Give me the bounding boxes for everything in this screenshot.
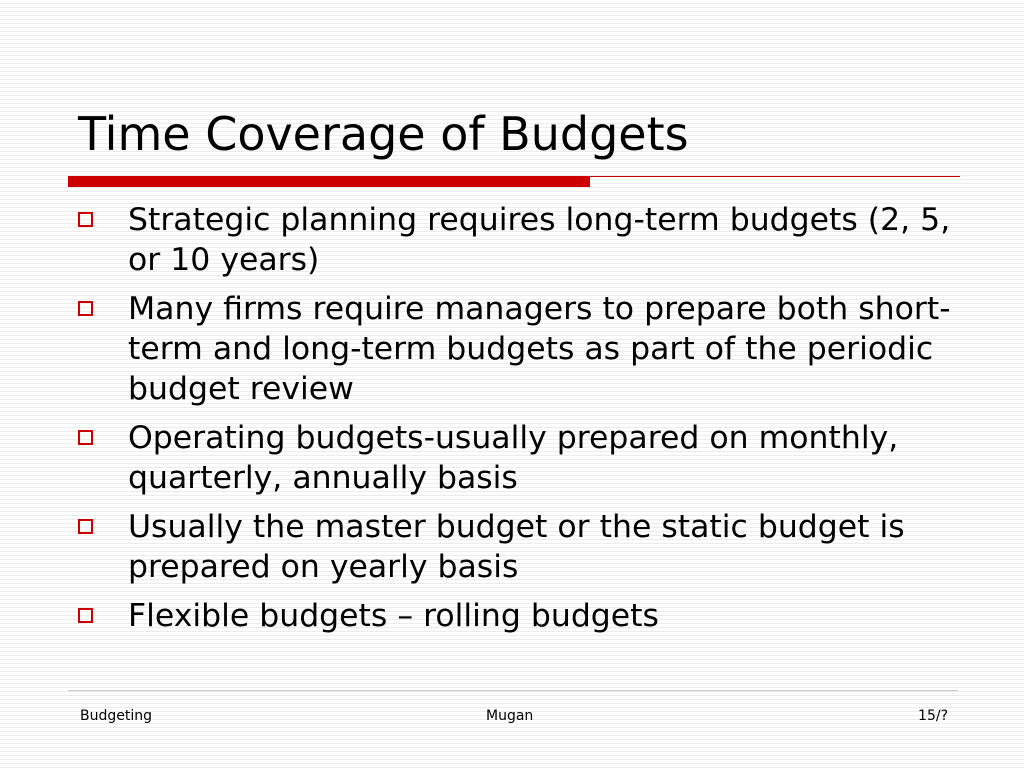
bullet-item [76,418,976,498]
bullet-text: Strategic planning requires long-term budgets (2, 5, or 10 years) [128,202,951,278]
bullet-text: Usually the master budget or the static budget is prepared on yearly basis [128,509,905,585]
bullet-item [76,596,976,636]
title-underline-thick [68,176,590,187]
slide-title: Time Coverage of Budgets [78,107,689,161]
bullet-item [76,507,976,587]
footer-page-number: 15/? [918,708,948,724]
title-underline-thin [590,176,960,177]
bullet-text: Many firms require managers to prepare both short-term and long-term budgets as part of the periodic budget review [128,291,951,407]
footer-topic: Budgeting [80,708,153,724]
footer-author: Mugan [486,708,534,724]
hollow-square-bullet-icon [78,608,93,623]
bullet-text: Operating budgets-usually prepared on monthly, quarterly, annually basis [128,420,899,496]
bullet-item [76,200,976,280]
bullet-list [76,200,976,645]
hollow-square-bullet-icon [78,301,93,316]
bullet-item [76,289,976,409]
hollow-square-bullet-icon [78,519,93,534]
footer-divider [68,690,958,691]
bullet-text: Flexible budgets – rolling budgets [128,598,659,634]
hollow-square-bullet-icon [78,430,93,445]
hollow-square-bullet-icon [78,212,93,227]
